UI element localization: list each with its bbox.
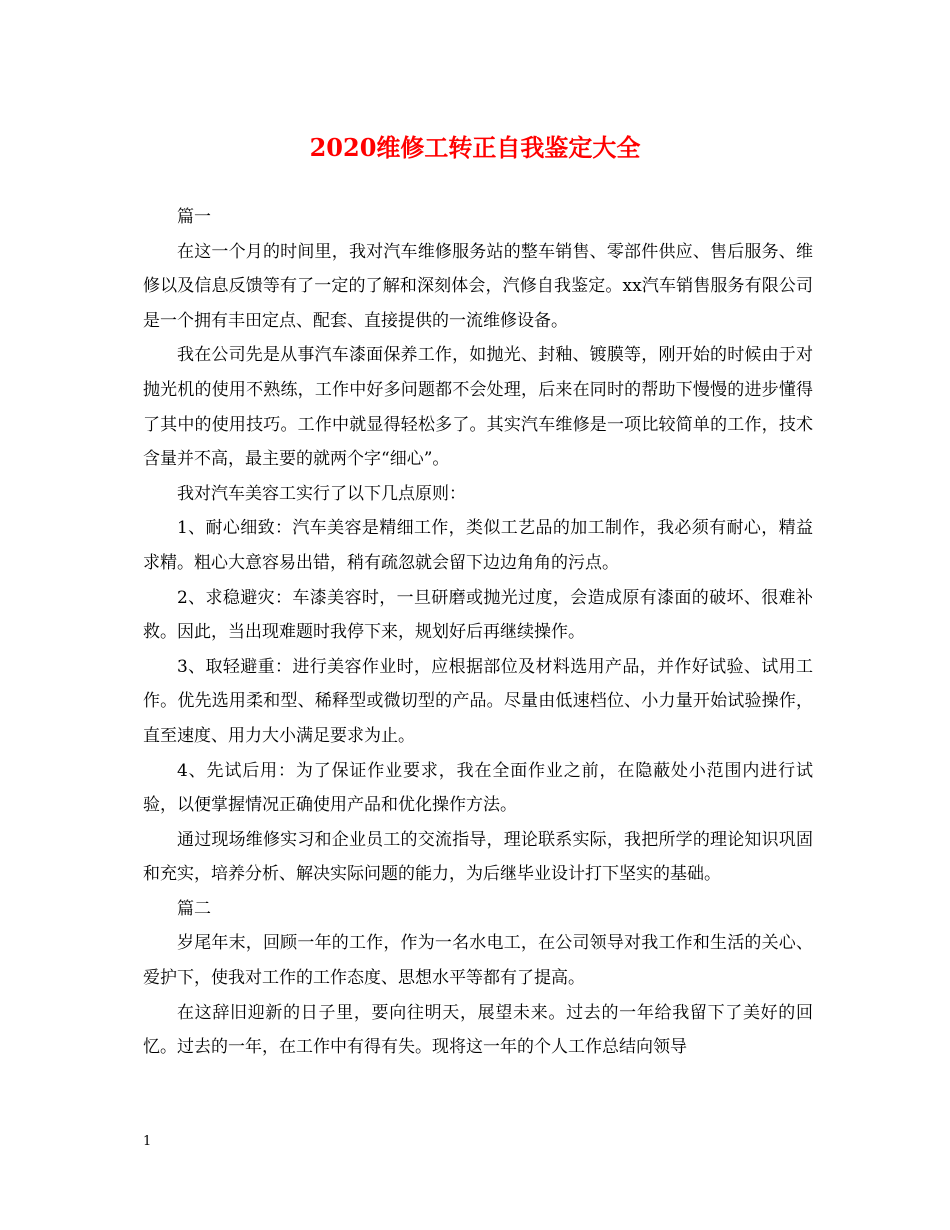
paragraph: 在这一个月的时间里，我对汽车维修服务站的整车销售、零部件供应、售后服务、维修以及信息反馈等有了一定的了解和深刻体会，汽修自我鉴定。xx汽车销售服务有限公司是一个拥有丰田定点、配套、直接提供的一流维修设备。: [143, 241, 813, 331]
paragraph: 在这辞旧迎新的日子里，要向往明天，展望未来。过去的一年给我留下了美好的回忆。过去的一年，在工作中有得有失。现将这一年的个人工作总结向领导: [143, 1002, 813, 1058]
document-body: [143, 200, 813, 1065]
section-heading-2: 篇二: [177, 898, 211, 919]
paragraph: 岁尾年末，回顾一年的工作，作为一名水电工，在公司领导对我工作和生活的关心、爱护下，使我对工作的工作态度、思想水平等都有了提高。: [143, 933, 813, 989]
list-item: 2、求稳避灾：车漆美容时，一旦研磨或抛光过度，会造成原有漆面的破坏、很难补救。因此，当出现难题时我停下来，规划好后再继续操作。: [143, 587, 813, 643]
list-item: 4、先试后用：为了保证作业要求，我在全面作业之前，在隐蔽处小范围内进行试验，以便掌握情况正确使用产品和优化操作方法。: [143, 760, 813, 816]
page-number: 1: [143, 1134, 152, 1149]
paragraph: 我在公司先是从事汽车漆面保养工作，如抛光、封釉、镀膜等，刚开始的时候由于对抛光机的使用不熟练，工作中好多问题都不会处理，后来在同时的帮助下慢慢的进步懂得了其中的使用技巧。工作中就显得轻松多了。其实汽车维修是一项比较简单的工作，技术含量并不高，最主要的就两个字“细心”。: [143, 345, 813, 470]
paragraph: 我对汽车美容工实行了以下几点原则：: [177, 483, 466, 504]
section-heading-1: 篇一: [177, 207, 211, 227]
list-item: 3、取轻避重：进行美容作业时，应根据部位及材料选用产品，并作好试验、试用工作。优先选用柔和型、稀释型或微切型的产品。尽量由低速档位、小力量开始试验操作，直至速度、用力大小满足要求为止。: [143, 656, 813, 746]
list-item: 1、耐心细致：汽车美容是精细工作，类似工艺品的加工制作，我必须有耐心，精益求精。粗心大意容易出错，稍有疏忽就会留下边边角角的污点。: [143, 518, 813, 573]
paragraph: 通过现场维修实习和企业员工的交流指导，理论联系实际，我把所学的理论知识巩固和充实，培养分析、解决实际问题的能力，为后继毕业设计打下坚实的基础。: [143, 829, 813, 885]
document-title: 2020维修工转正自我鉴定大全: [309, 133, 641, 162]
